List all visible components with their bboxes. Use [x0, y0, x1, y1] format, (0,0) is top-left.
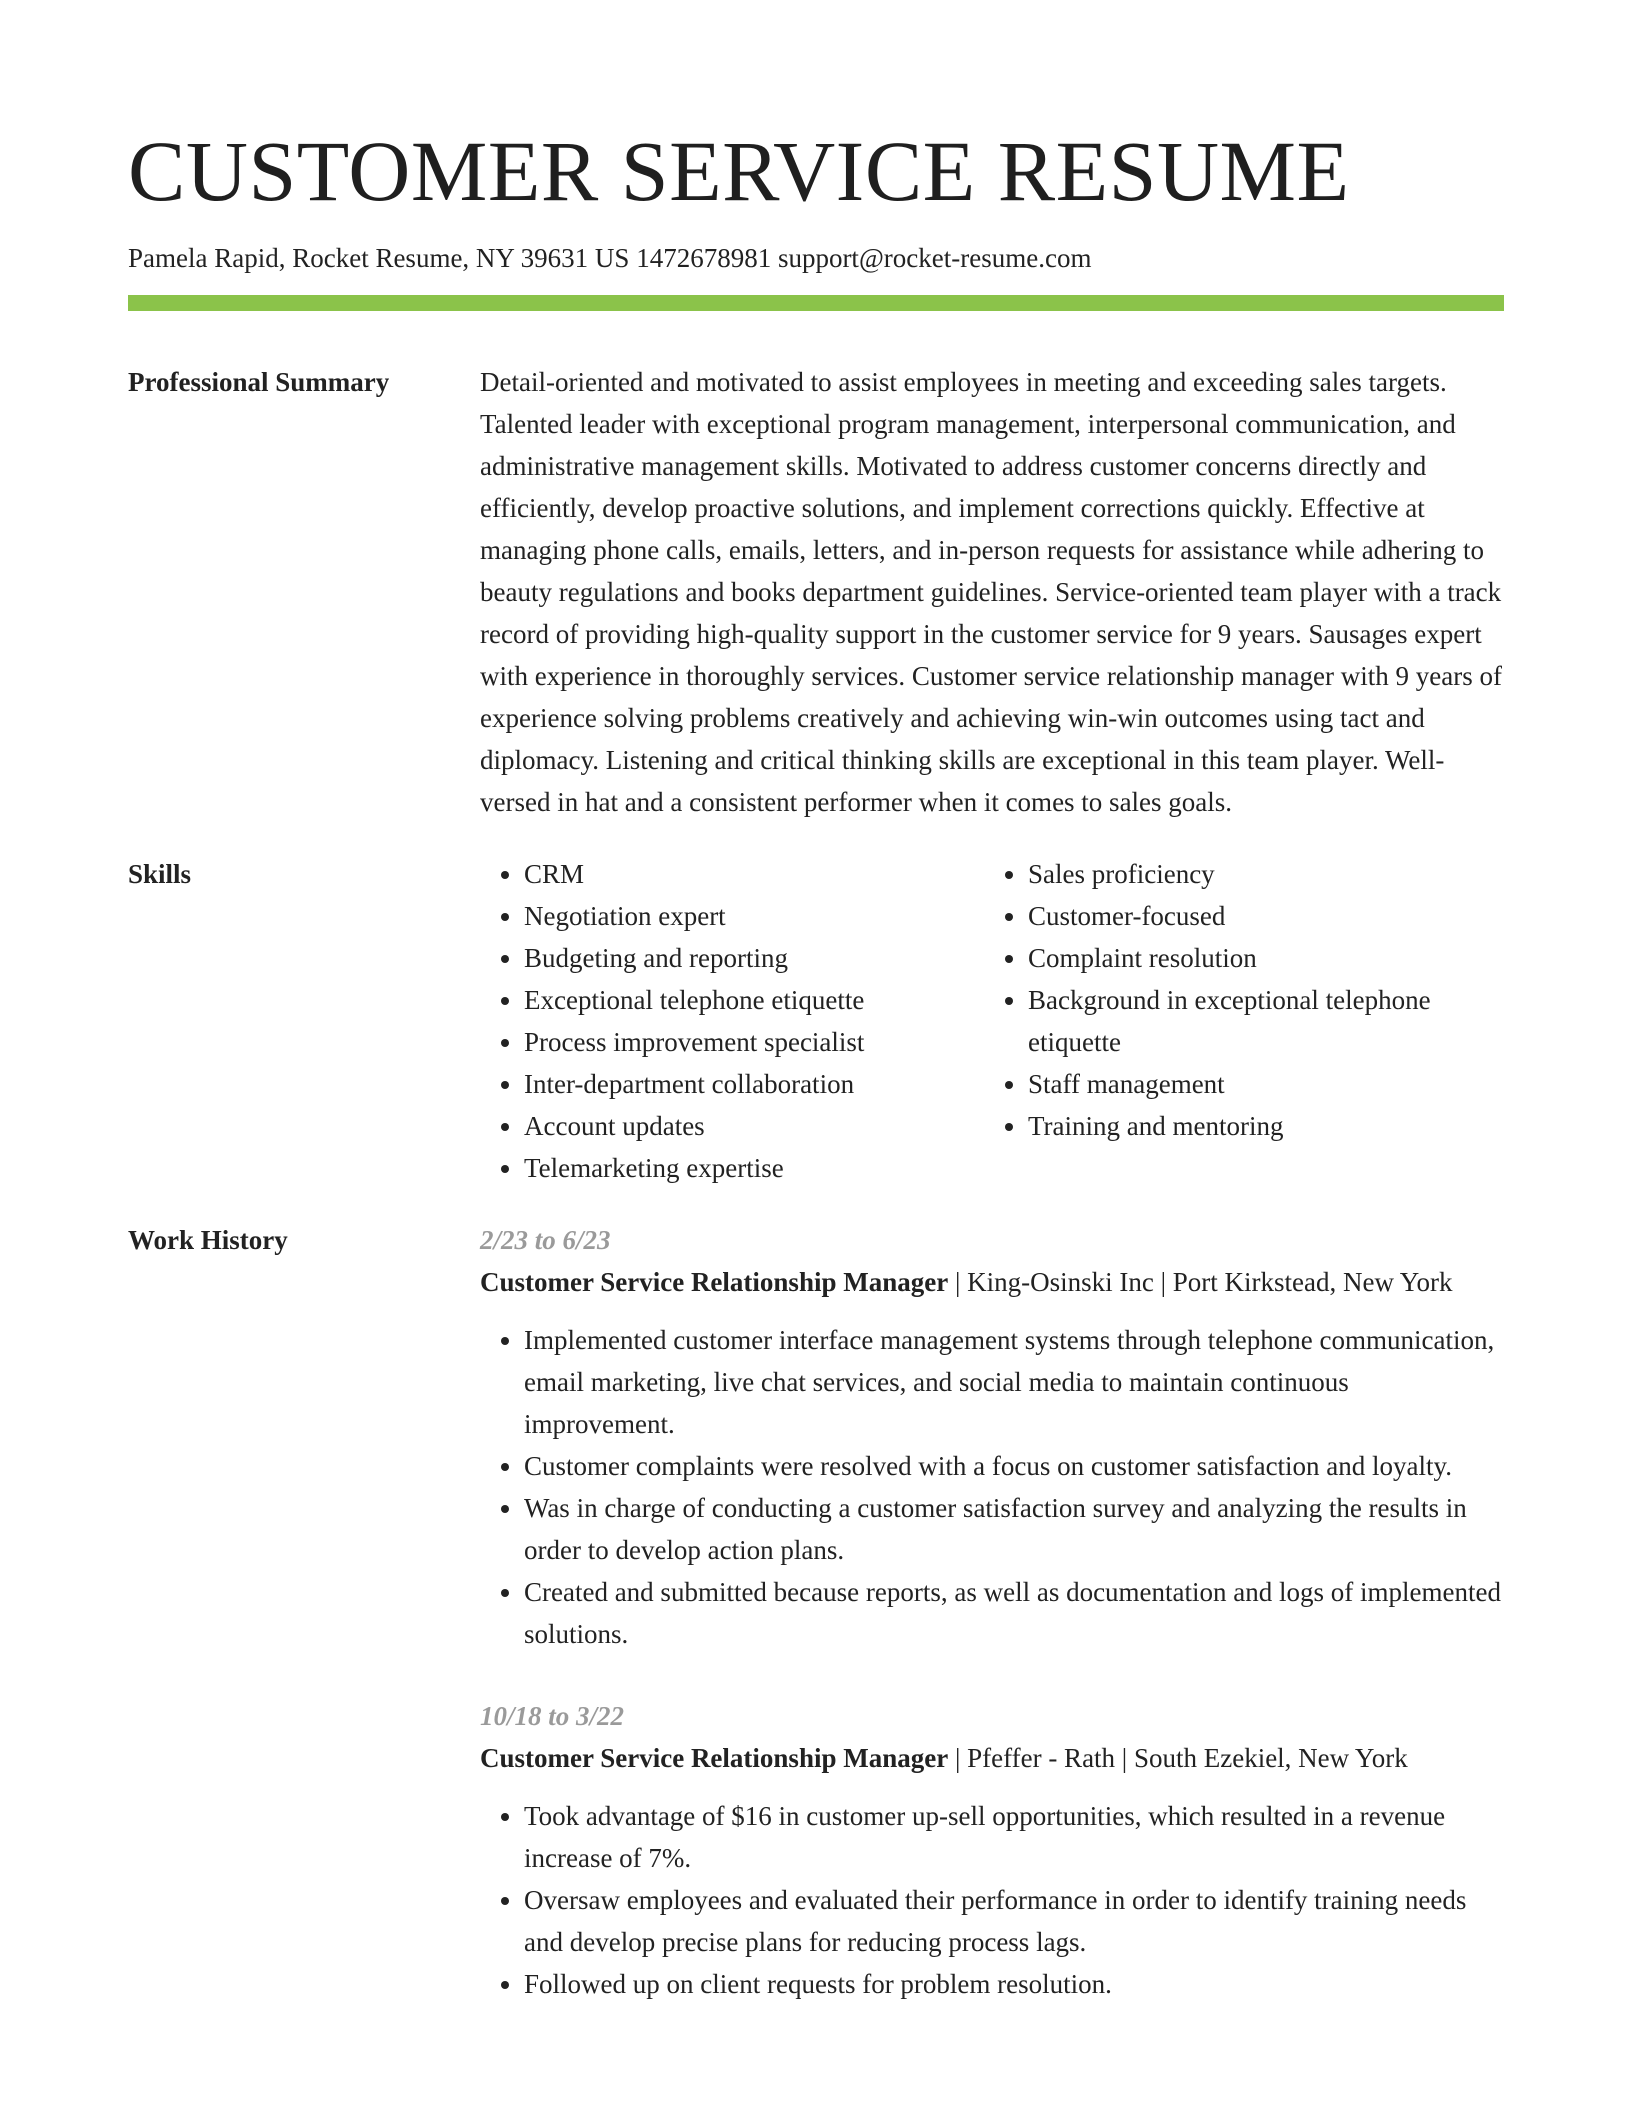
- skills-list-left: [480, 853, 984, 1189]
- job-bullet: • Implemented customer interface management systems through telephone communication, email marketing, live chat services, and social media to maintain continuous improvement.: [524, 1319, 1504, 1445]
- skill-item: • Staff management: [1028, 1063, 1488, 1105]
- skills-column-left: [480, 853, 984, 1189]
- skill-item: • Customer-focused: [1028, 895, 1488, 937]
- job-dates: 2/23 to 6/23: [480, 1225, 611, 1255]
- job-bullet: • Took advantage of $16 in customer up-sell opportunities, which resulted in a revenue increase of 7%.: [524, 1795, 1504, 1879]
- skill-item: • Account updates: [524, 1105, 984, 1147]
- section-label-work: Work History: [128, 1225, 288, 1255]
- job-entry: [480, 1219, 1504, 1655]
- skills-column-right: [984, 853, 1488, 1189]
- skill-item: • Exceptional telephone etiquette: [524, 979, 984, 1021]
- skill-item: • Negotiation expert: [524, 895, 984, 937]
- skills-columns: [480, 853, 1504, 1189]
- job-details: | King-Osinski Inc | Port Kirkstead, New York: [948, 1267, 1453, 1297]
- skill-item: • CRM: [524, 853, 984, 895]
- skill-item: • Telemarketing expertise: [524, 1147, 984, 1189]
- skills-section: [128, 853, 1504, 1189]
- contact-line: Pamela Rapid, Rocket Resume, NY 39631 US 1472678981 support@rocket-resume.com: [128, 243, 1092, 273]
- job-bullet: • Customer complaints were resolved with a focus on customer satisfaction and loyalty.: [524, 1445, 1504, 1487]
- job-title: Customer Service Relationship Manager: [480, 1743, 949, 1773]
- skill-item: • Process improvement specialist: [524, 1021, 984, 1063]
- job-bullets: [480, 1795, 1504, 2005]
- job-heading: [480, 1261, 1504, 1303]
- job-dates: 10/18 to 3/22: [480, 1701, 625, 1731]
- accent-divider: [128, 295, 1504, 311]
- job-title: Customer Service Relationship Manager: [480, 1267, 949, 1297]
- resume-title: CUSTOMER SERVICE RESUME: [128, 123, 1350, 219]
- section-label-summary: Professional Summary: [128, 367, 390, 397]
- professional-summary-section: [128, 361, 1504, 823]
- skill-item: • Inter-department collaboration: [524, 1063, 984, 1105]
- job-bullet: • Created and submitted because reports, as well as documentation and logs of implemented solutions.: [524, 1571, 1504, 1655]
- skill-item: • Background in exceptional telephone etiquette: [1028, 979, 1488, 1063]
- skill-item: • Training and mentoring: [1028, 1105, 1488, 1147]
- work-history-section: [128, 1219, 1504, 2045]
- skill-item: • Budgeting and reporting: [524, 937, 984, 979]
- job-heading: [480, 1737, 1504, 1779]
- work-history-body: [480, 1219, 1504, 2045]
- job-bullet: • Was in charge of conducting a customer satisfaction survey and analyzing the results in order to develop action plans.: [524, 1487, 1504, 1571]
- job-details: | Pfeffer - Rath | South Ezekiel, New York: [948, 1743, 1408, 1773]
- summary-text: Detail-oriented and motivated to assist employees in meeting and exceeding sales targets. Talented leader with exceptional program management, interpersonal communication, and administrative management skills. Motivated to address customer concerns directly and efficiently, develop proactive solutions, and implement corrections quickly. Effective at managing phone calls, emails, letters, and in-person requests for assistance while adhering to beauty regulations and books department guidelines. Service-oriented team player with a track record of providing high-quality support in the customer service for 9 years. Sausages expert with experience in thoroughly services. Customer service relationship manager with 9 years of experience solving problems creatively and achieving win-win outcomes using tact and diplomacy. Listening and critical thinking skills are exceptional in this team player. Well-versed in hat and a consistent performer when it comes to sales goals.: [480, 367, 1502, 817]
- skills-list-right: [984, 853, 1488, 1147]
- job-entry: [480, 1695, 1504, 2005]
- job-bullet: • Followed up on client requests for problem resolution.: [524, 1963, 1504, 2005]
- section-label-skills: Skills: [128, 859, 192, 889]
- job-bullet: • Oversaw employees and evaluated their performance in order to identify training needs and develop precise plans for reducing process lags.: [524, 1879, 1504, 1963]
- job-bullets: [480, 1319, 1504, 1655]
- skill-item: • Sales proficiency: [1028, 853, 1488, 895]
- skill-item: • Complaint resolution: [1028, 937, 1488, 979]
